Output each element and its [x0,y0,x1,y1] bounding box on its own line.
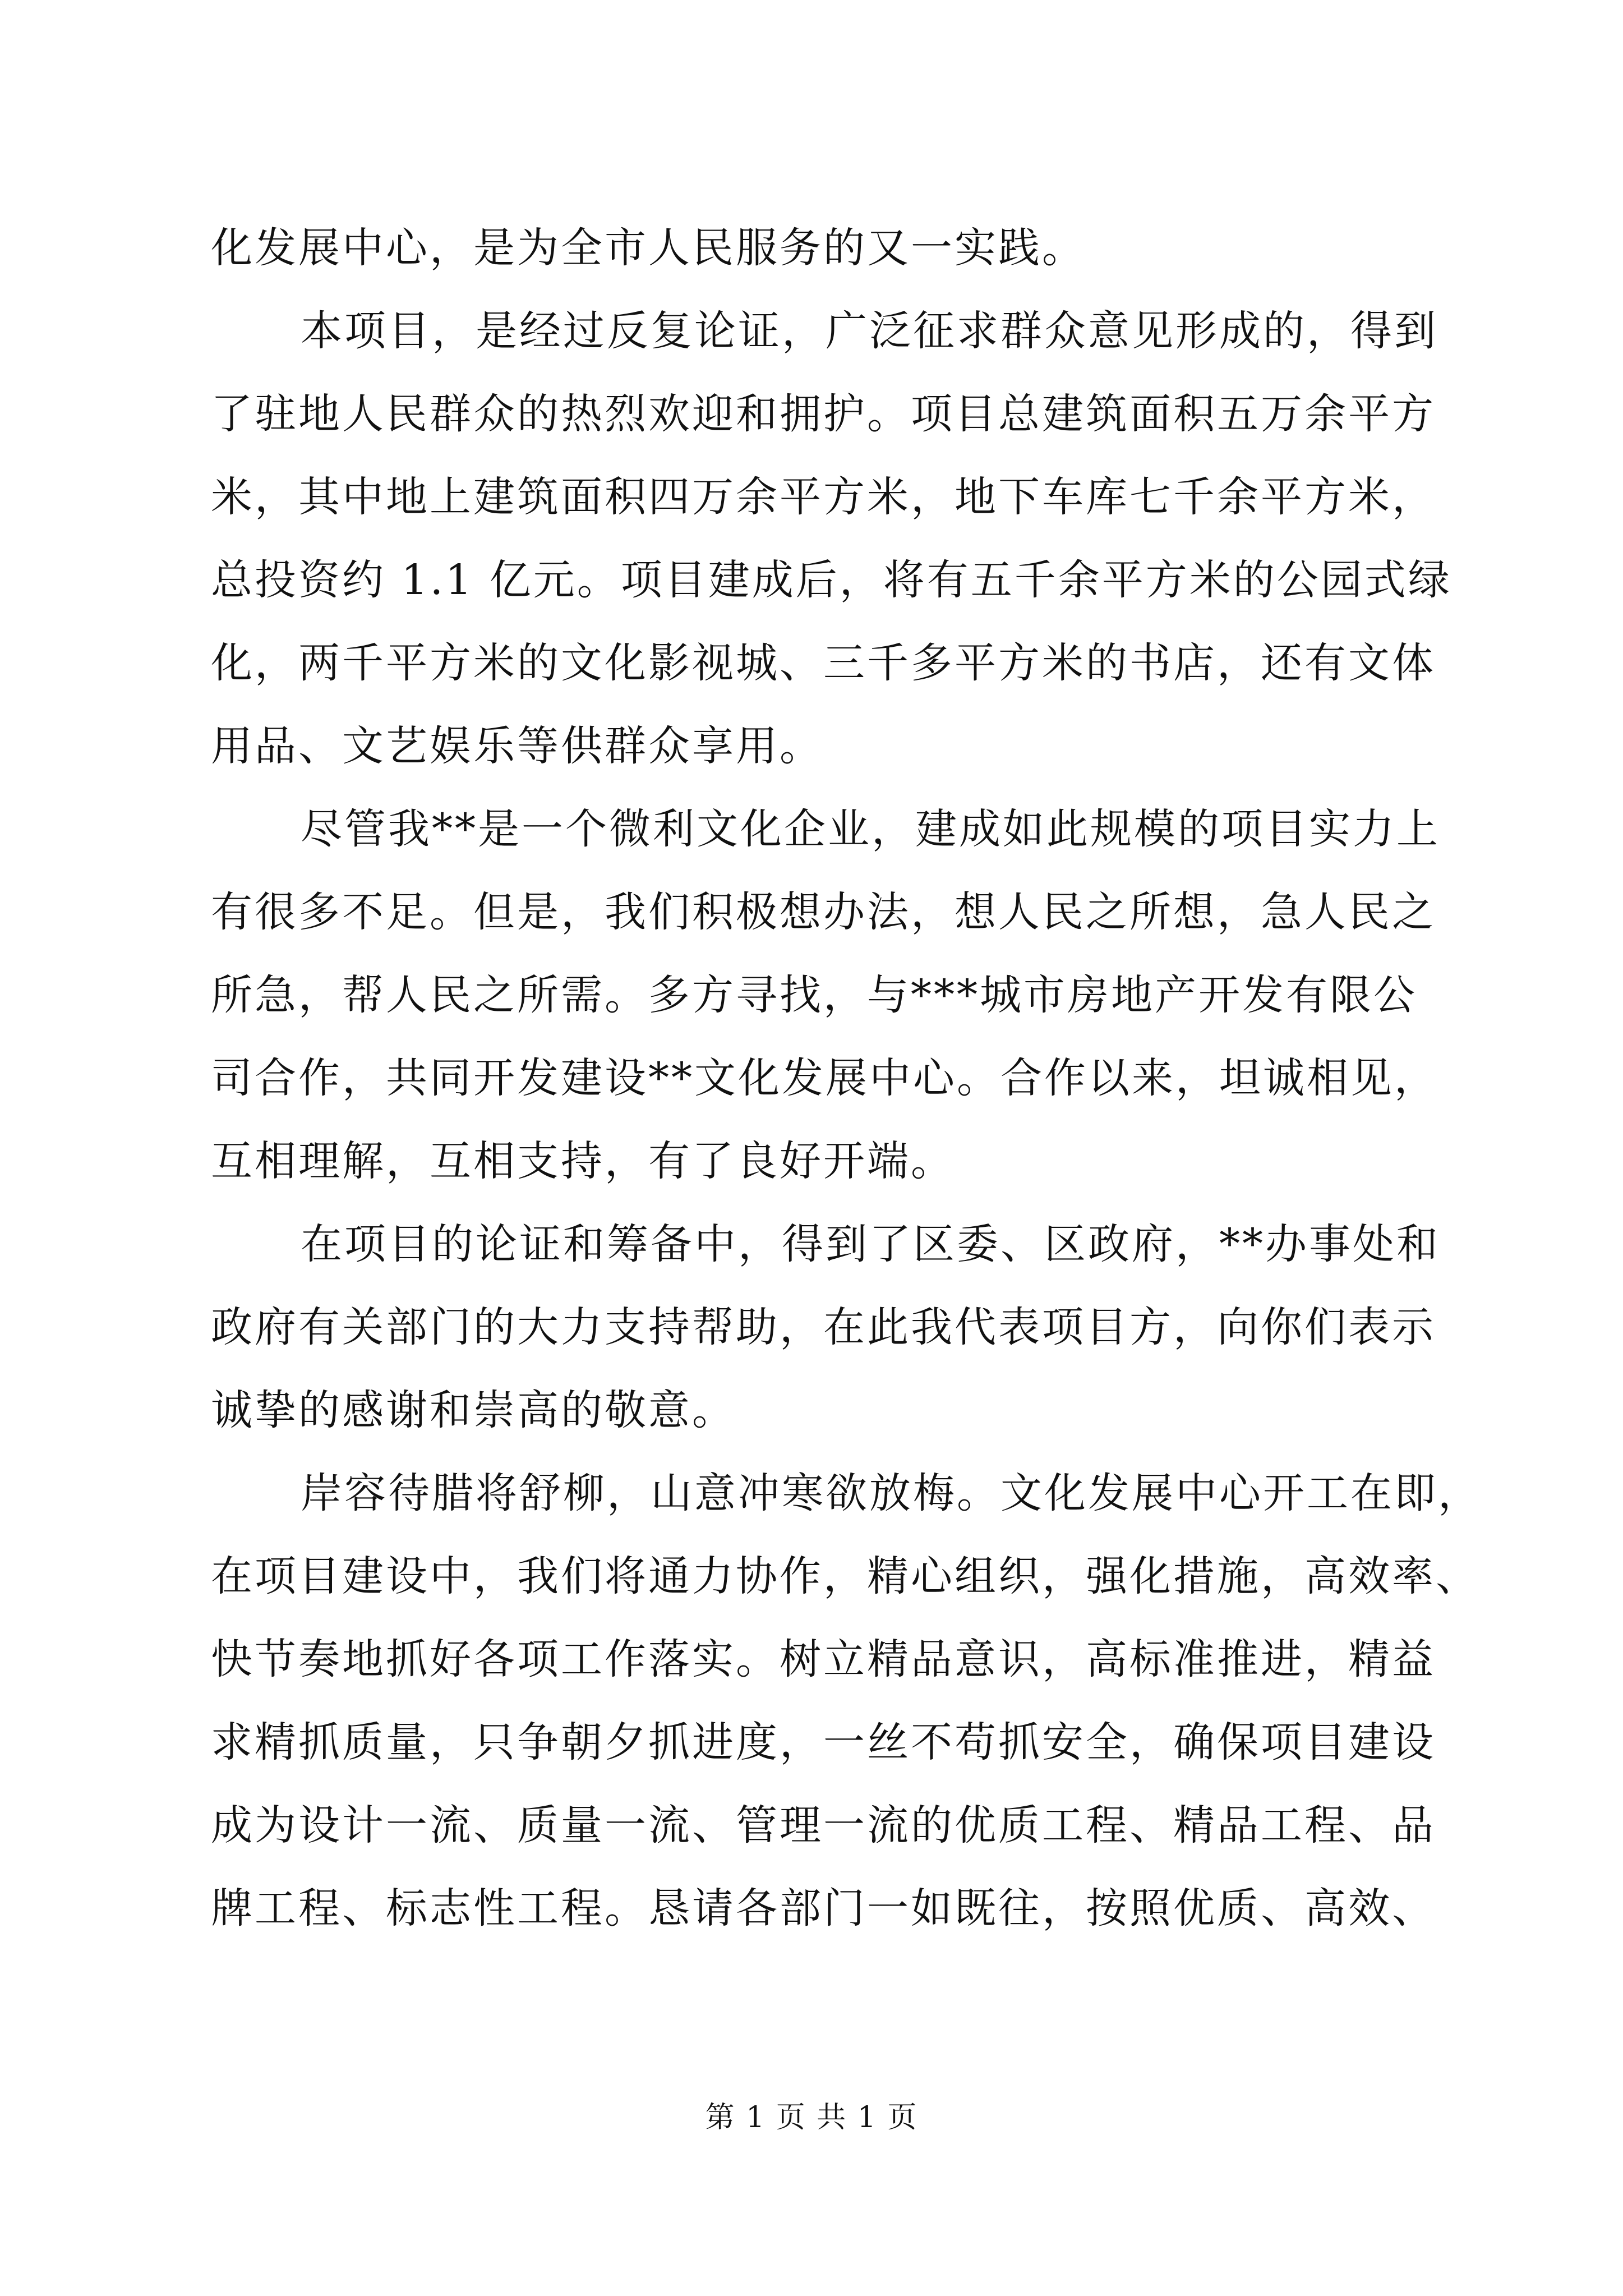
text-line: 了驻地人民群众的热烈欢迎和拥护。项目总建筑面积五万余平方 [211,390,1436,438]
page-number-label: 第 1 页 共 1 页 [705,2101,918,2134]
text-line: 化，两千平方米的文化影视城、三千多平方米的书店，还有文体 [211,639,1436,687]
text-line: 成为设计一流、质量一流、管理一流的优质工程、精品工程、品 [211,1801,1436,1849]
text-line: 化发展中心，是为全市人民服务的又一实践。 [211,224,1086,272]
text-line: 所急，帮人民之所需。多方寻找，与***城市房地产开发有限公 [211,971,1417,1019]
text-line: 米，其中地上建筑面积四万余平方米，地下车库七千余平方米， [211,473,1436,521]
text-line: 政府有关部门的大力支持帮助，在此我代表项目方，向你们表示 [211,1303,1436,1351]
text-line: 牌工程、标志性工程。恳请各部门一如既往，按照优质、高效、 [211,1884,1436,1932]
text-line: 在项目建设中，我们将通力协作，精心组织，强化措施，高效率、 [211,1552,1479,1600]
page-footer [0,2098,1623,2137]
paragraph-first-line: 尽管我**是一个微利文化企业，建成如此规模的项目实力上 [301,805,1440,853]
text-line: 诚挚的感谢和崇高的敬意。 [211,1386,736,1434]
text-line: 互相理解，互相支持，有了良好开端。 [211,1137,955,1185]
text-line: 有很多不足。但是，我们积极想办法，想人民之所想，急人民之 [211,888,1436,936]
text-line: 用品、文艺娱乐等供群众享用。 [211,722,823,770]
body-text [211,206,1482,1950]
paragraph-first-line: 在项目的论证和筹备中，得到了区委、区政府，**办事处和 [301,1220,1440,1268]
text-line: 司合作，共同开发建设**文化发展中心。合作以来，坦诚相见， [211,1054,1438,1102]
text-line: 求精抓质量，只争朝夕抓进度，一丝不苟抓安全，确保项目建设 [211,1718,1436,1766]
text-line: 总投资约 1.1 亿元。项目建成后，将有五千余平方米的公园式绿 [211,556,1452,604]
text-line: 快节奏地抓好各项工作落实。树立精品意识，高标准推进，精益 [211,1635,1436,1683]
paragraph-first-line: 岸容待腊将舒柳，山意冲寒欲放梅。文化发展中心开工在即， [301,1469,1482,1517]
paragraph-first-line: 本项目，是经过反复论证，广泛征求群众意见形成的，得到 [301,307,1438,355]
